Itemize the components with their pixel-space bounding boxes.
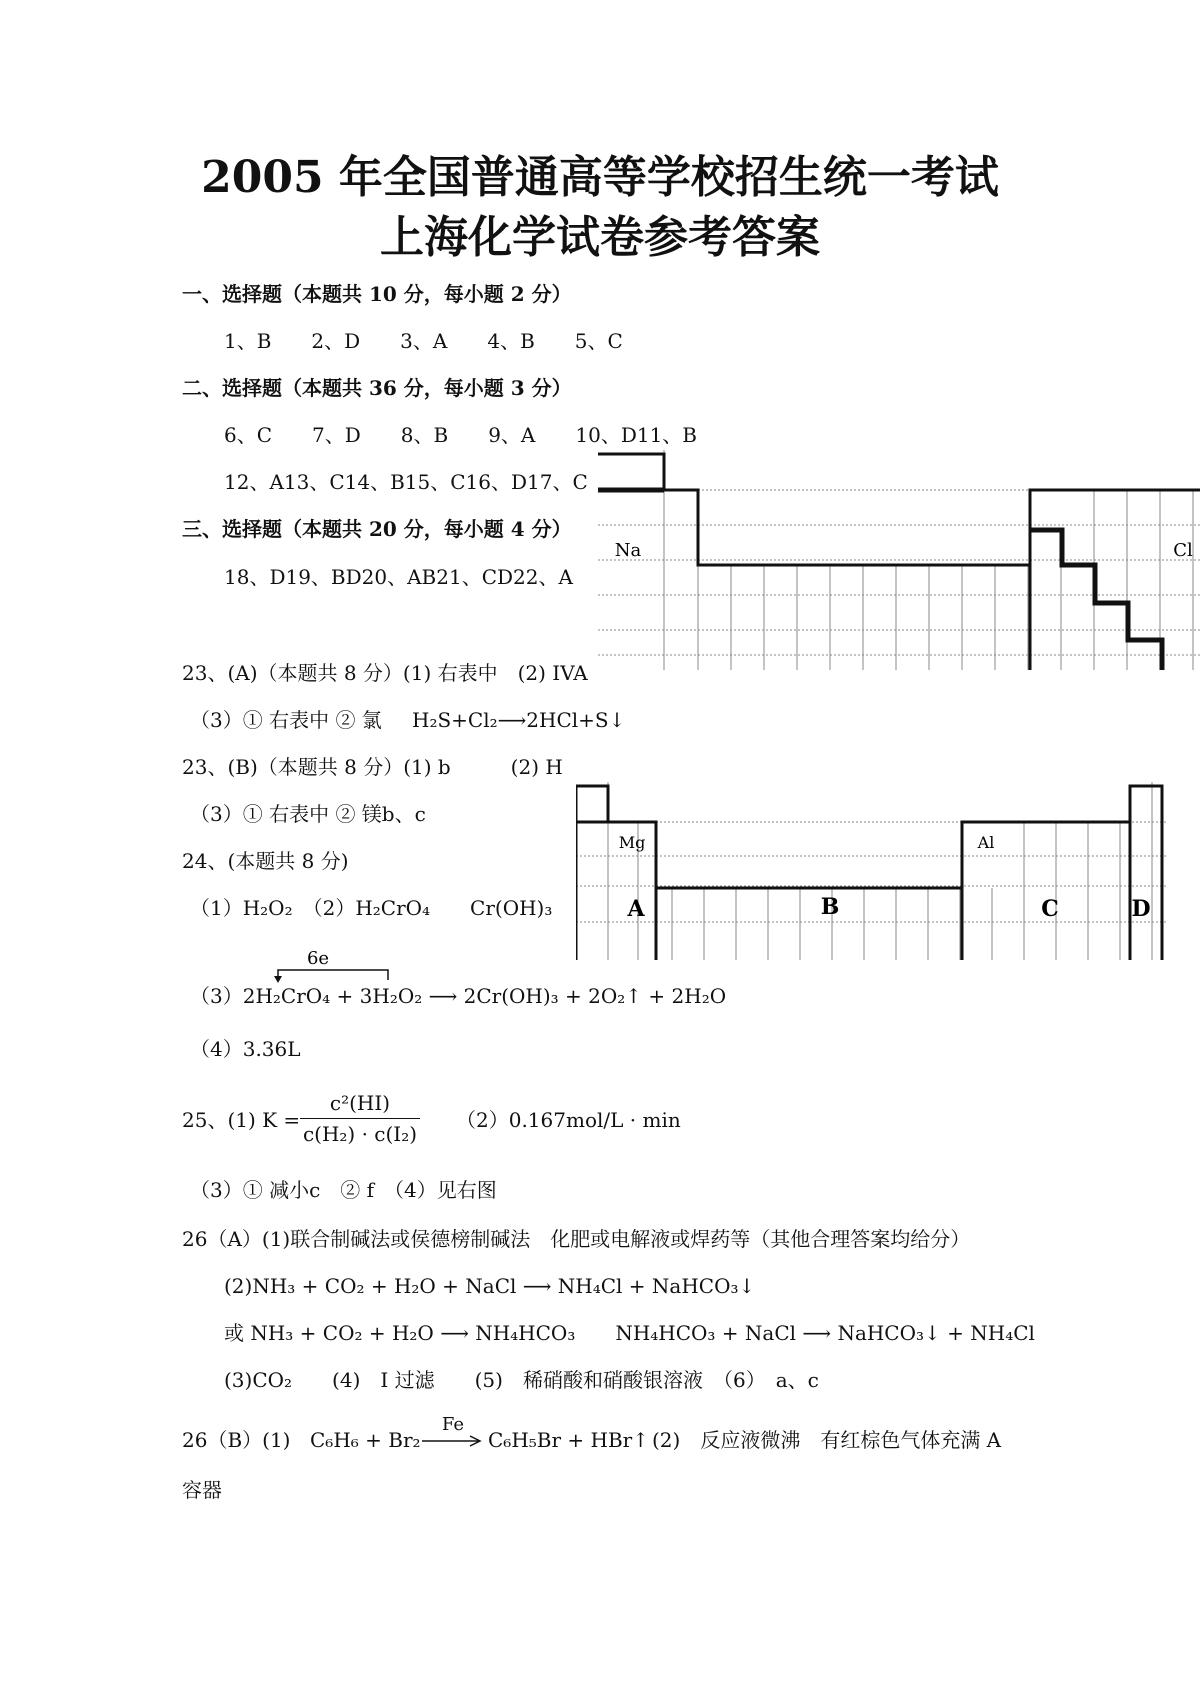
element-mg-label: Mg: [618, 833, 646, 852]
element-a-label: A: [627, 896, 645, 922]
q26b-products: C₆H₅Br + HBr↑: [488, 1428, 649, 1452]
q26a-line1: 26（A）(1)联合制碱法或侯德榜制碱法 化肥或电解液或焊药等（其他合理答案均给分）: [182, 1227, 971, 1251]
element-b-label: B: [820, 894, 840, 920]
page-subtitle: 上海化学试卷参考答案: [380, 212, 820, 263]
answers-part2-row2: 12、A13、C14、B15、C16、D17、C: [224, 470, 588, 494]
q23a-equation: H₂S+Cl₂⟶2HCl+S↓: [412, 708, 626, 732]
q25-part2: （2）0.167mol/L · min: [456, 1108, 681, 1132]
element-cl-label: Cl: [1173, 540, 1193, 561]
q23a-line2-prefix: （3）① 右表中 ② 氯: [190, 708, 382, 732]
page-title: 2005 年全国普通高等学校招生统一考试: [201, 152, 999, 203]
q24-line4: （4）3.36L: [190, 1037, 301, 1061]
answers-part2-row1: 6、C 7、D 8、B 9、A 10、D11、B: [224, 423, 698, 447]
element-al-label: Al: [977, 833, 995, 852]
section-heading-1: 一、选择题（本题共 10 分，每小题 2 分）: [182, 282, 572, 306]
element-d-label: D: [1131, 896, 1151, 922]
periodic-table-fragment-1: [598, 450, 1200, 670]
q25-line2: （3）① 减小c ② f （4）见右图: [190, 1178, 497, 1202]
q24-line1: （1）H₂O₂ （2）H₂CrO₄ Cr(OH)₃: [190, 896, 553, 920]
section-heading-3: 三、选择题（本题共 20 分，每小题 4 分）: [182, 517, 572, 541]
electron-transfer-bracket: [270, 948, 400, 984]
q25-prefix: 25、(1) K =: [182, 1108, 301, 1132]
reaction-arrow: [420, 1434, 486, 1448]
element-c-label: C: [1041, 896, 1059, 922]
q24-header: 24、(本题共 8 分): [182, 849, 349, 873]
fraction-denominator: c(H₂) · c(I₂): [302, 1122, 418, 1146]
q23b-line1: 23、(B)（本题共 8 分）(1) b (2) H: [182, 755, 563, 779]
q26b-reactants: C₆H₆ + Br₂: [310, 1428, 421, 1452]
q24-line3: （3）2H₂CrO₄ + 3H₂O₂ ⟶ 2Cr(OH)₃ + 2O₂↑ + 2H₂O: [190, 984, 727, 1008]
electron-transfer-label: 6e: [306, 948, 330, 969]
q26b-part2: (2) 反应液微沸 有红棕色气体充满 A: [652, 1428, 1002, 1452]
q23a-line1: 23、(A)（本题共 8 分）(1) 右表中 (2) IVA: [182, 661, 588, 685]
answers-part3: 18、D19、BD20、AB21、CD22、A: [224, 565, 573, 589]
periodic-table-fragment-2: [576, 782, 1166, 960]
q26b-prefix: 26（B）(1): [182, 1428, 291, 1452]
q26a-line3: 或 NH₃ + CO₂ + H₂O ⟶ NH₄HCO₃ NH₄HCO₃ + NaCl ⟶ NaHCO₃↓ + NH₄Cl: [224, 1321, 1035, 1345]
q23b-line2: （3）① 右表中 ② 镁b、c: [190, 802, 426, 826]
answers-part1: 1、B 2、D 3、A 4、B 5、C: [224, 329, 623, 353]
fraction-numerator: c²(HI): [329, 1091, 391, 1115]
section-heading-2: 二、选择题（本题共 36 分，每小题 3 分）: [182, 376, 572, 400]
q26a-line2: (2)NH₃ + CO₂ + H₂O + NaCl ⟶ NH₄Cl + NaHCO₃↓: [224, 1274, 756, 1298]
q26b-line2: 容器: [182, 1478, 222, 1502]
q26a-line4: (3)CO₂ (4) I 过滤 (5) 稀硝酸和硝酸银溶液 （6） a、c: [224, 1368, 819, 1392]
q26b-catalyst: Fe: [441, 1414, 465, 1435]
equilibrium-constant-fraction: [300, 1090, 420, 1147]
element-na-label: Na: [614, 540, 642, 561]
